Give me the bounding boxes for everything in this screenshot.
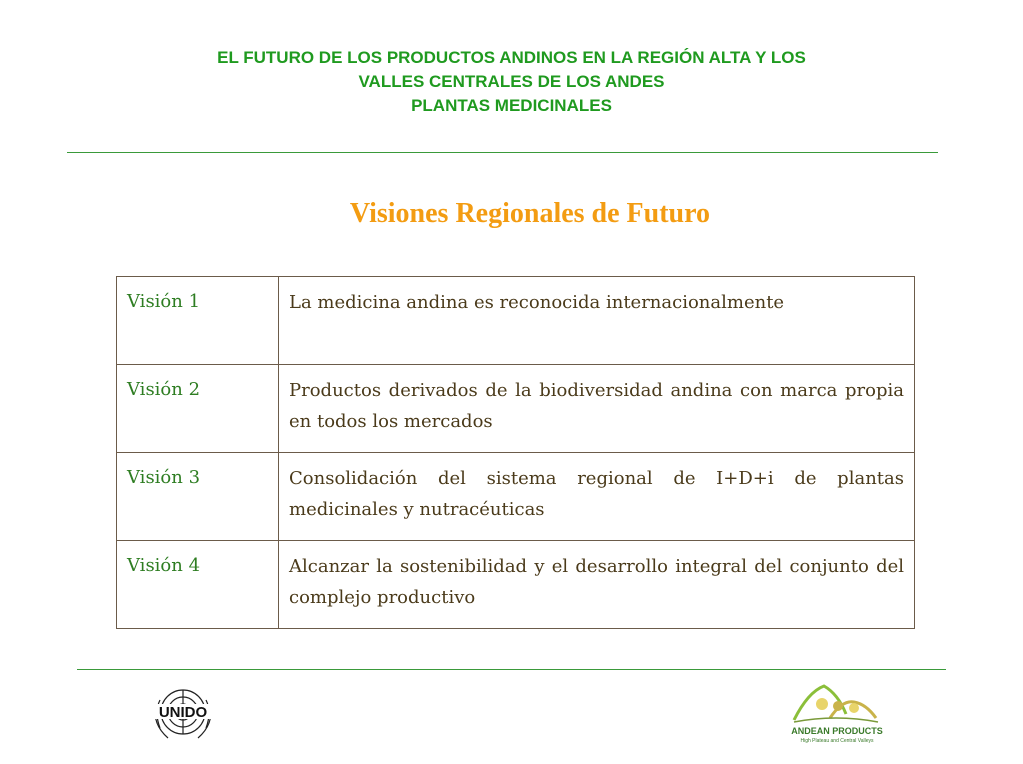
andean-logo-subtitle: High Plateau and Central Valleys <box>800 738 874 744</box>
vision-label: Visión 2 <box>117 365 279 453</box>
vision-label: Visión 3 <box>117 453 279 541</box>
andean-logo-title: ANDEAN PRODUCTS <box>791 726 883 736</box>
slide-subtitle: Visiones Regionales de Futuro <box>349 198 711 229</box>
vision-description: Consolidación del sistema regional de I+D+i de plantas medicinales y nutracéuticas <box>279 453 915 541</box>
header-line-2: VALLES CENTRALES DE LOS ANDES <box>358 72 665 91</box>
unido-logo <box>146 682 220 746</box>
vision-label: Visión 1 <box>117 277 279 365</box>
table-row <box>117 541 915 629</box>
andean-products-logo <box>786 678 888 748</box>
bottom-divider <box>77 669 946 670</box>
vision-description: Productos derivados de la biodiversidad andina con marca propia en todos los mercados <box>279 365 915 453</box>
top-divider <box>67 152 938 153</box>
slide-header <box>0 46 1023 118</box>
table-row <box>117 365 915 453</box>
header-line-1: EL FUTURO DE LOS PRODUCTOS ANDINOS EN LA REGIÓN ALTA Y LOS <box>217 48 806 67</box>
vision-label: Visión 4 <box>117 541 279 629</box>
header-line-3: PLANTAS MEDICINALES <box>411 96 612 115</box>
unido-logo-text: UNIDO <box>158 704 208 721</box>
table-row <box>117 277 915 365</box>
vision-description: Alcanzar la sostenibilidad y el desarrollo integral del conjunto del complejo productivo <box>279 541 915 629</box>
table-row <box>117 453 915 541</box>
vision-description: La medicina andina es reconocida internacionalmente <box>279 277 915 365</box>
visions-table <box>116 276 915 629</box>
